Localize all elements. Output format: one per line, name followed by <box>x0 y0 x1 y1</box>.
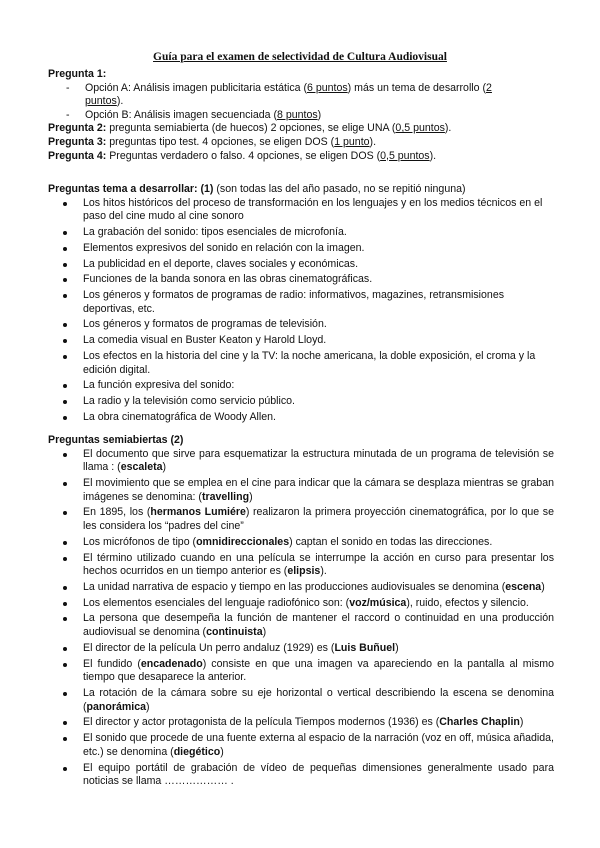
pregunta-1-label: Pregunta 1: <box>48 68 107 80</box>
semiabiertas-heading: Preguntas semiabiertas (2) <box>48 434 184 446</box>
tema-item: La comedia visual en Buster Keaton y Harold Lloyd. <box>48 334 554 348</box>
answer: Charles Chaplin <box>439 716 520 729</box>
semiabiertas-list <box>48 448 554 789</box>
semiabierta-item: El término utilizado cuando en una película se interrumpe la acción en curso para presentar los hechos ocurridos en un tiempo anterior es (elipsis). <box>48 552 554 579</box>
tema-item: Los géneros y formatos de programas de televisión. <box>48 318 554 332</box>
tema-item: La función expresiva del sonido: <box>48 379 554 393</box>
opcion-a: - Opción A: Análisis imagen publicitaria estática (6 puntos) más un tema de desarrollo (2 puntos). <box>48 82 554 109</box>
pregunta-3: Pregunta 3: preguntas tipo test. 4 opciones, se eligen DOS (1 punto). <box>48 135 377 148</box>
answer: travelling <box>201 490 250 503</box>
answer: Luis Buñuel <box>334 641 396 654</box>
answer: escena <box>505 580 542 593</box>
semiabierta-item: El sonido que procede de una fuente externa al espacio de la narración (voz en off, música añadida, etc.) se denomina (diegético) <box>48 732 554 759</box>
tema-item: La obra cinematográfica de Woody Allen. <box>48 411 554 425</box>
tema-item: Los géneros y formatos de programas de radio: informativos, magazines, retransmisiones deportivas, etc. <box>48 289 554 316</box>
tema-item: La grabación del sonido: tipos esenciales de microfonía. <box>48 226 554 240</box>
tema-item: Los hitos históricos del proceso de transformación en los lenguajes y en los medios técnicos en el paso del cine mudo al cine sonoro <box>48 197 554 224</box>
temas-list <box>48 197 554 425</box>
semiabierta-item: El director de la película Un perro andaluz (1929) es (Luis Buñuel) <box>48 642 554 656</box>
semiabierta-item: Los micrófonos de tipo (omnidireccionales) captan el sonido en todas las direcciones. <box>48 536 554 550</box>
answer: voz/música <box>349 596 407 609</box>
semiabierta-item: El director y actor protagonista de la película Tiempos modernos (1936) es (Charles Chaplin) <box>48 716 554 730</box>
answer: hermanos Lumiére <box>150 506 246 519</box>
pregunta-4: Pregunta 4: Preguntas verdadero o falso. 4 opciones, se eligen DOS (0,5 puntos). <box>48 149 437 162</box>
pregunta-2: Pregunta 2: pregunta semiabierta (de huecos) 2 opciones, se elige UNA (0,5 puntos). <box>48 122 452 135</box>
semiabierta-item: En 1895, los (hermanos Lumiére) realizaron la primera proyección cinematográfica, por lo que se les considera los “padres del cine” <box>48 506 554 533</box>
answer: continuista <box>206 626 263 639</box>
tema-item: La radio y la televisión como servicio público. <box>48 395 554 409</box>
answer: panorámica <box>86 700 146 713</box>
semiabierta-item: El movimiento que se emplea en el cine para indicar que la cámara se desplaza mientras se graban imágenes se denomina: (travelling) <box>48 477 554 504</box>
tema-item: La publicidad en el deporte, claves sociales y económicas. <box>48 258 554 272</box>
semiabierta-item: La persona que desempeña la función de mantener el raccord o continuidad en una producción audiovisual se denomina (continuista) <box>48 612 554 639</box>
semiabierta-item: El fundido (encadenado) consiste en que una imagen va apareciendo en la pantalla al mismo tiempo que desaparece la anterior. <box>48 658 554 685</box>
answer: encadenado <box>140 657 203 670</box>
answer: diegético <box>173 745 221 758</box>
answer: omnidireccionales <box>196 535 290 548</box>
semiabierta-item: La unidad narrativa de espacio y tiempo en las producciones audiovisuales se denomina (escena) <box>48 581 554 595</box>
semiabierta-item: El equipo portátil de grabación de vídeo de pequeñas dimensiones generalmente usado para noticias se llama ……………… . <box>48 762 554 789</box>
answer: elipsis <box>287 565 321 578</box>
answer: escaleta <box>120 461 163 474</box>
temas-heading: Preguntas tema a desarrollar: (1) (son todas las del año pasado, no se repitió ninguna) <box>48 183 466 195</box>
document-title: Guía para el examen de selectividad de Cultura Audiovisual <box>153 51 447 63</box>
temas-section <box>48 183 554 427</box>
semiabierta-item: Los elementos esenciales del lenguaje radiofónico son: (voz/música), ruido, efectos y silencio. <box>48 597 554 611</box>
semiabiertas-section <box>48 434 554 791</box>
tema-item: Los efectos en la historia del cine y la TV: la noche americana, la doble exposición, el croma y la edición digital. <box>48 350 554 377</box>
semiabierta-item: El documento que sirve para esquematizar la estructura minutada de un programa de televisión se llama : (escaleta) <box>48 448 554 475</box>
tema-item: Funciones de la banda sonora en las obras cinematográficas. <box>48 273 554 287</box>
tema-item: Elementos expresivos del sonido en relación con la imagen. <box>48 242 554 256</box>
opcion-b: - Opción B: Análisis imagen secuenciada (8 puntos) <box>48 109 554 123</box>
semiabierta-item: La rotación de la cámara sobre su eje horizontal o vertical describiendo la escena se denomina (panorámica) <box>48 687 554 714</box>
exam-structure <box>48 68 554 163</box>
